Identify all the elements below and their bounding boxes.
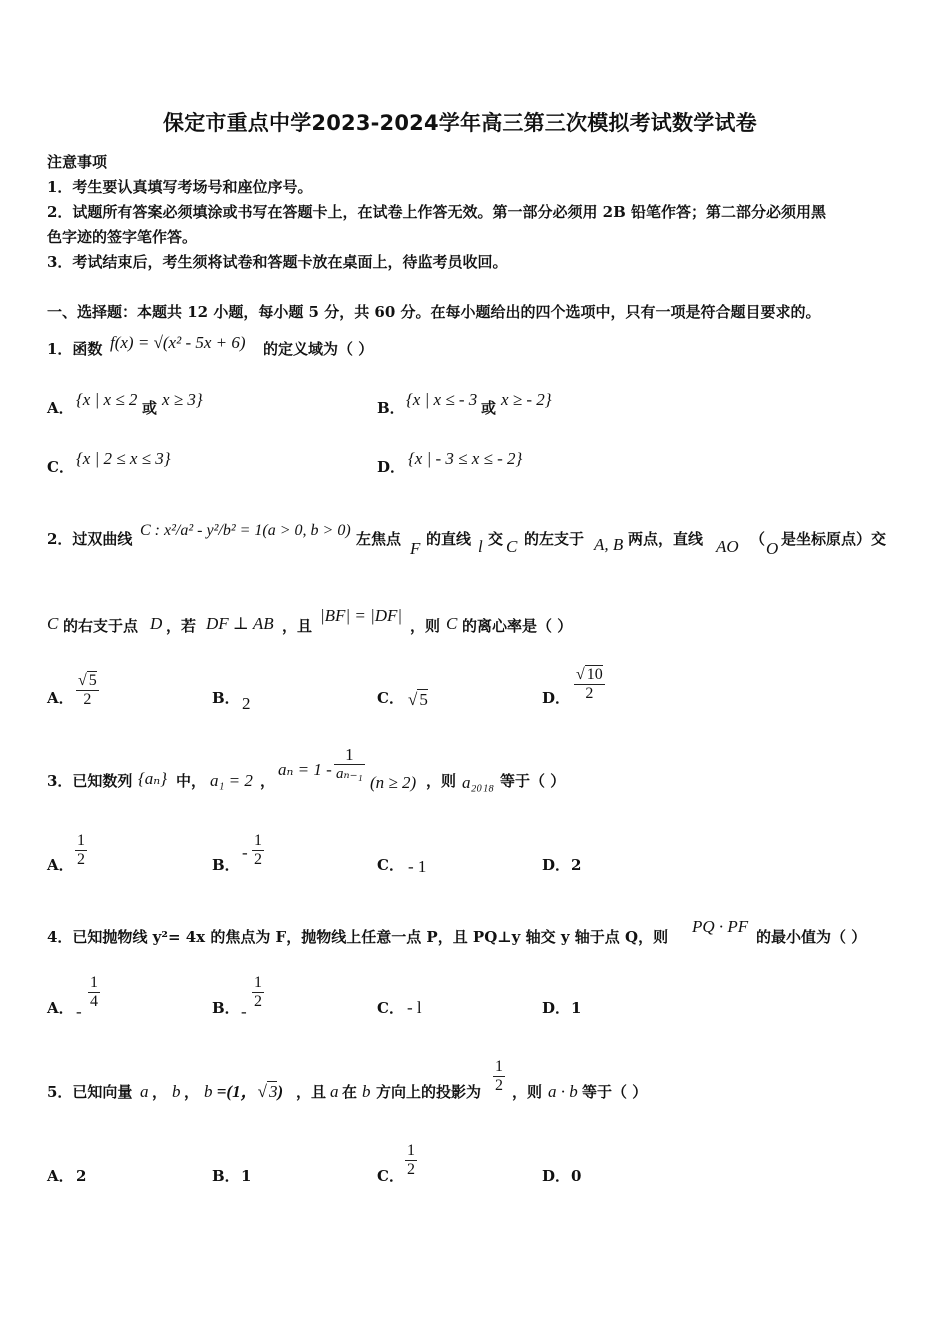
- q5-prefix: 5．已知向量: [47, 1083, 133, 1101]
- q2-t9: ，若: [166, 617, 197, 635]
- q5-bval: b =(1，√ 3): [204, 1082, 284, 1101]
- q1-b-label: B．: [377, 399, 405, 417]
- q2-c-value: √ 5: [408, 690, 428, 709]
- q5-dot: a · b: [548, 1082, 578, 1101]
- q5-a2: a: [330, 1082, 339, 1101]
- q2-a-frac: $\frac{√ 5}{2}$: [78, 672, 97, 708]
- q4-a-label: A．: [47, 999, 74, 1017]
- q2-d-label: D．: [542, 689, 571, 707]
- q4-d-value: 1: [571, 999, 582, 1017]
- section-heading: 一、选择题：本题共 12 小题，每小题 5 分，共 60 分。在每小题给出的四个选项中，只有一项是符合题目要求的。: [47, 303, 821, 321]
- q5-t6: ，则: [512, 1083, 543, 1101]
- q2-eq: |BF| = |DF|: [320, 606, 403, 625]
- q2-D: D: [150, 614, 163, 633]
- q3-t4: 等于（ ）: [500, 772, 566, 790]
- q2-t5: 两点，直线: [628, 530, 704, 548]
- q5-a-label: A．: [47, 1167, 74, 1185]
- q2-t12: 的离心率是（ ）: [462, 617, 573, 635]
- q5-d-label: D．: [542, 1167, 571, 1185]
- q2-t4: 的左支于: [524, 530, 585, 548]
- q1-a-text: {x | x ≤ 2: [76, 390, 138, 409]
- q5-t3: ，且: [296, 1083, 327, 1101]
- q1-b-text: {x | x ≤ - 3: [406, 390, 478, 409]
- q2-b-label: B．: [212, 689, 240, 707]
- q4-b-minus: -: [241, 1002, 247, 1021]
- q2-AB: A, B: [594, 535, 624, 554]
- q3-rec-lhs: aₙ = 1 -: [278, 760, 332, 779]
- q3-a-label: A．: [47, 856, 74, 874]
- q3-b-minus: -: [242, 843, 248, 862]
- q2-C: C: [506, 537, 518, 556]
- q4-b-frac: $\frac{1}{2}$: [254, 974, 262, 1010]
- notice-item-2: 2．试题所有答案必须填涂或书写在答题卡上，在试卷上作答无效。第一部分必须用 2B 铅笔作答；第二部分必须用黑: [47, 203, 827, 221]
- q2-AO: AO: [716, 537, 739, 556]
- q5-t2: ，: [184, 1083, 200, 1101]
- q3-a2018: a₂₀₁₈: [462, 773, 495, 792]
- q1-a-label: A．: [47, 399, 74, 417]
- q2-t7: 是坐标原点）交: [781, 530, 887, 548]
- q5-b: b: [172, 1082, 181, 1101]
- q1-prefix: 1．函数: [47, 340, 103, 358]
- q3-t2: ，: [260, 772, 276, 790]
- q3-rec-cond: (n ≥ 2): [370, 773, 417, 792]
- q5-proj-frac: $\frac{1}{2}$: [495, 1058, 503, 1094]
- q5-a-value: 2: [76, 1167, 87, 1185]
- q4-vec: PQ · PF: [692, 917, 749, 936]
- q4-a-minus: -: [76, 1002, 82, 1021]
- q3-seq: {aₙ}: [138, 769, 167, 788]
- q4-suffix: 的最小值为（ ）: [756, 928, 867, 946]
- q4-text: 4．已知抛物线 y²= 4x 的焦点为 F，抛物线上任意一点 P，且 PQ⊥y 轴交 y 轴于点 Q，则: [47, 928, 669, 946]
- q4-c-label: C．: [377, 999, 404, 1017]
- q2-prefix: 2．过双曲线: [47, 530, 133, 548]
- notice-item-3: 3．考试结束后，考生须将试卷和答题卡放在桌面上，待监考员收回。: [47, 253, 508, 271]
- q1-d-label: D．: [377, 458, 406, 476]
- q3-b-label: B．: [212, 856, 240, 874]
- q2-F: F: [410, 539, 421, 558]
- q2-l: l: [478, 537, 483, 556]
- q2-d-frac: $\frac{√ 10}{2}$: [576, 666, 603, 702]
- q5-b-value: 1: [241, 1167, 252, 1185]
- q2-t6: （: [750, 530, 766, 548]
- q2-O: O: [766, 539, 779, 558]
- q5-d-value: 0: [571, 1167, 582, 1185]
- q4-a-frac: $\frac{1}{4}$: [90, 974, 98, 1010]
- q2-C2: C: [446, 614, 458, 633]
- q2-t8: 的右支于点: [63, 617, 139, 635]
- q3-c-label: C．: [377, 856, 404, 874]
- q2-t11: ，则: [410, 617, 441, 635]
- q1-c-label: C．: [47, 458, 74, 476]
- q4-b-label: B．: [212, 999, 240, 1017]
- q5-t7: 等于（ ）: [582, 1083, 648, 1101]
- q2-t10: ，且: [282, 617, 313, 635]
- q3-d-label: D．: [542, 856, 571, 874]
- q5-a: a: [140, 1082, 149, 1101]
- q1-a-text2: x ≥ 3}: [162, 390, 203, 409]
- q2-a-label: A．: [47, 689, 74, 707]
- q3-a-frac: $\frac{1}{2}$: [77, 832, 85, 868]
- q2-t1: 左焦点: [356, 530, 402, 548]
- q3-d-value: 2: [571, 856, 582, 874]
- q3-t1: 中，: [176, 772, 207, 790]
- q5-t4: 在: [342, 1083, 358, 1101]
- q2-perp: DF ⊥ AB: [206, 614, 274, 633]
- q5-b-label: B．: [212, 1167, 240, 1185]
- q2-line2-C: C: [47, 614, 59, 633]
- notice-item-1: 1．考生要认真填写考场号和座位序号。: [47, 178, 313, 196]
- notice-heading: 注意事项: [47, 153, 108, 171]
- notice-item-2-cont: 色字迹的签字笔作答。: [47, 228, 198, 246]
- q2-t2: 的直线: [426, 530, 472, 548]
- q2-t3: 交: [488, 530, 504, 548]
- q2-b-value: 2: [242, 694, 251, 713]
- q2-curve: C : x²/a² - y²/b² = 1(a > 0, b > 0): [140, 522, 351, 539]
- q1-c-text: {x | 2 ≤ x ≤ 3}: [76, 449, 171, 468]
- q5-c-frac: $\frac{1}{2}$: [407, 1142, 415, 1178]
- q3-c-value: - 1: [408, 857, 427, 876]
- q4-d-label: D．: [542, 999, 571, 1017]
- q1-a-or: 或: [142, 399, 158, 417]
- q3-prefix: 3．已知数列: [47, 772, 133, 790]
- q3-rec-frac: $\frac{1}{\text{aₙ₋₁}}$: [336, 745, 363, 782]
- q5-t5: 方向上的投影为: [376, 1083, 482, 1101]
- q3-t3: ，则: [426, 772, 457, 790]
- q1-expr: f(x) = √(x² - 5x + 6): [110, 333, 246, 352]
- q1-b-or: 或: [481, 399, 497, 417]
- q2-c-label: C．: [377, 689, 404, 707]
- q5-c-label: C．: [377, 1167, 404, 1185]
- q1-d-text: {x | - 3 ≤ x ≤ - 2}: [408, 449, 523, 468]
- q5-b2: b: [362, 1082, 371, 1101]
- page-title: 保定市重点中学2023-2024学年高三第三次模拟考试数学试卷: [163, 111, 757, 135]
- q1-suffix: 的定义域为（ ）: [263, 340, 374, 358]
- q3-a1: a₁ = 2: [210, 771, 253, 790]
- q3-b-frac: $\frac{1}{2}$: [254, 832, 262, 868]
- q1-b-text2: x ≥ - 2}: [501, 390, 552, 409]
- q5-t1: ，: [152, 1083, 168, 1101]
- q4-c-value: - l: [407, 998, 422, 1017]
